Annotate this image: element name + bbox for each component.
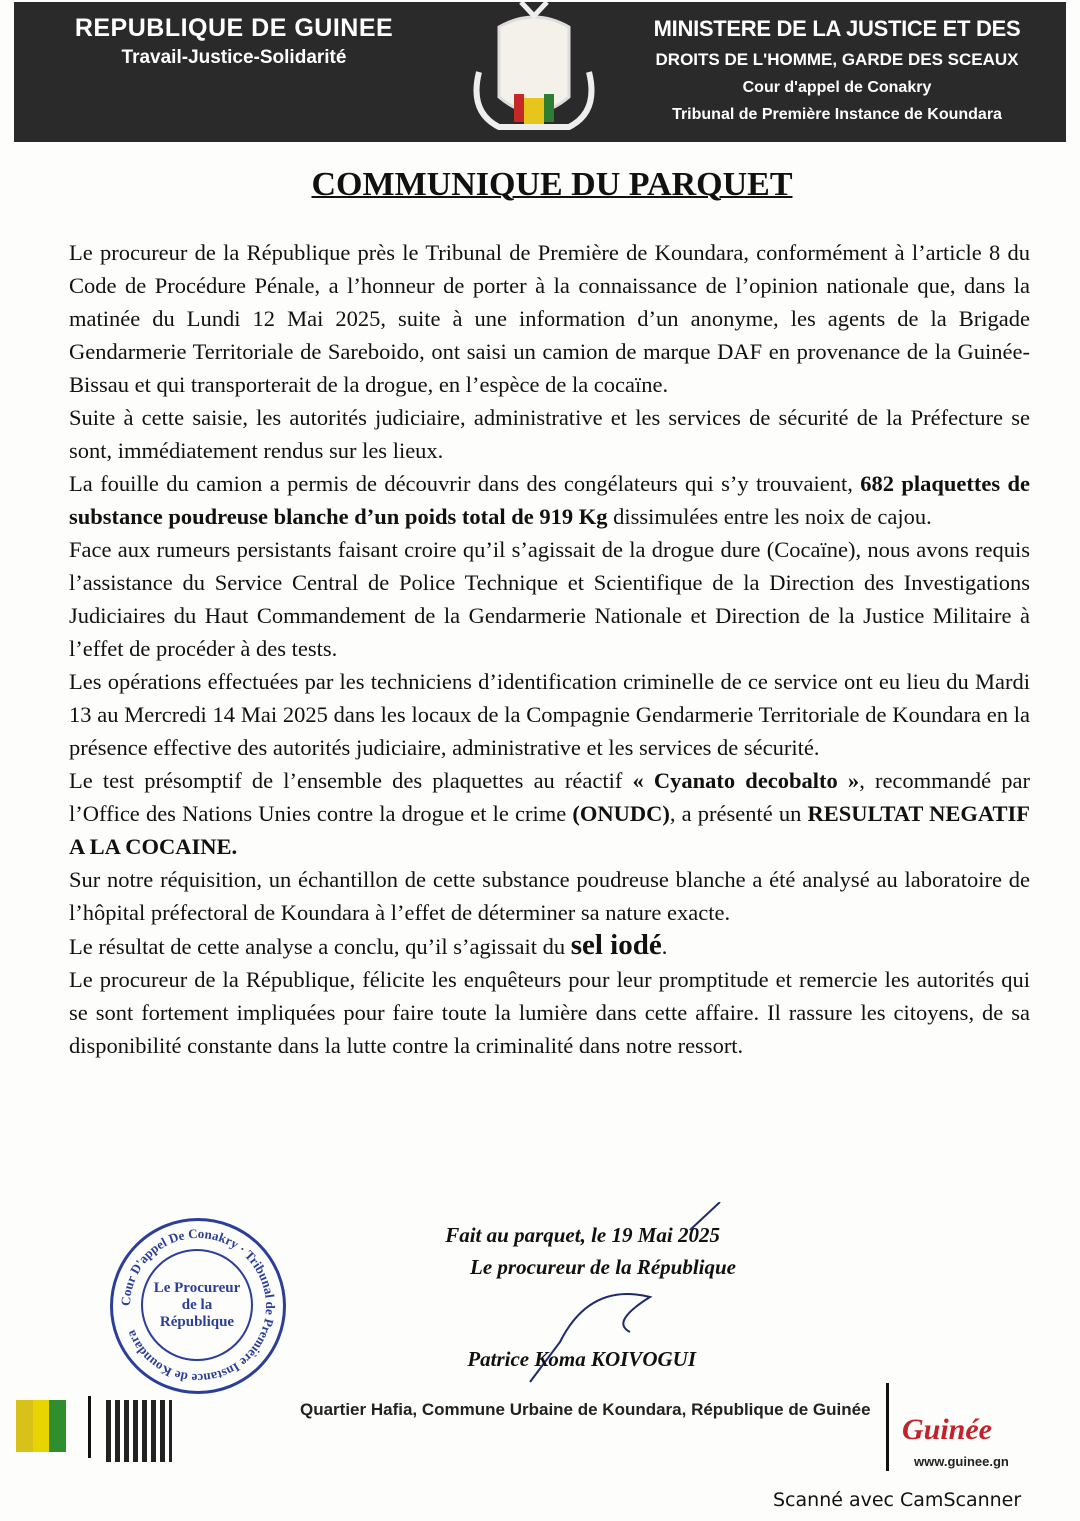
- official-stamp: [110, 1218, 286, 1394]
- text: La fouille du camion a permis de découvrir dans des congélateurs qui s’y trouvaient,: [69, 471, 861, 496]
- text: dissimulées entre les noix de cajou.: [607, 504, 932, 529]
- paragraph: [69, 467, 1030, 533]
- stamp-center: [141, 1249, 253, 1361]
- text: , recommandé par l’Office des Nations Unies contre la drogue et le crime: [69, 768, 1031, 826]
- text: , a présenté un: [669, 801, 808, 826]
- divider: [88, 1396, 91, 1458]
- guinee-logo: Guinée: [902, 1413, 992, 1446]
- footer-address: Quartier Hafia, Commune Urbaine de Koundara, République de Guinée: [300, 1400, 871, 1419]
- signature-block: [330, 1222, 750, 1387]
- paragraph: Face aux rumeurs persistants faisant croire qu’il s’agissait de la drogue dure (Cocaïne), nous avons requis l’assistance du Service Central de Police Technique et Scientifique de la Direction des Investigations Judiciaires du Haut Commandement de la Gendarmerie Nationale et Direction de la Justice Militaire à l’effet de procéder à des tests.: [69, 537, 1030, 661]
- coat-of-arms-icon: [459, 2, 609, 142]
- text: .: [661, 934, 668, 959]
- document-body: [69, 236, 1030, 1062]
- stamp-ring-text: Cour D'appel De Conakry · Tribunal de Première Instance de Koundara: [117, 1225, 279, 1387]
- ministry-name-cont: DROITS DE L'HOMME, GARDE DES SCEAUX: [655, 50, 1019, 69]
- header-right: [614, 16, 1060, 124]
- document-title: COMMUNIQUE DU PARQUET: [311, 166, 793, 203]
- paragraph: Les opérations effectuées par les techniciens d’identification criminelle de ce service ont eu lieu du Mardi 13 au Mercredi 14 Mai 2025 dans les locaux de la Compagnie Gendarmerie Territoriale de Koundara en la présence effective des autorités judiciaire, administrative et les services de sécurité.: [69, 669, 1030, 760]
- paragraph: Suite à cette saisie, les autorités judiciaire, administrative et les services de sécurité de la Préfecture se sont, immédiatement rendus sur les lieux.: [69, 405, 1030, 463]
- tribunal-name: Tribunal de Première Instance de Koundara: [672, 106, 1002, 123]
- stamp-text: Le Procureur: [153, 1279, 241, 1296]
- footer-url: www.guinee.gn: [914, 1454, 1009, 1469]
- paragraph: Le procureur de la République, félicite les enquêteurs pour leur promptitude et remercie les autorités qui se sont fortement impliquées pour faire toute la lumière dans cette affaire. Il rassure les citoyens, de sa disponibilité constante dans la lutte contre la criminalité dans notre ressort.: [69, 967, 1030, 1058]
- bold-text: (ONUDC): [572, 801, 670, 826]
- country-name: REPUBLIQUE DE GUINEE: [74, 14, 394, 42]
- bold-text: 682 plaquettes de substance poudreuse blanche d’un poids total de 919 Kg: [69, 471, 1031, 529]
- scanner-watermark: Scanné avec CamScanner: [773, 1489, 1022, 1511]
- stamp-text: de la République: [159, 1296, 235, 1330]
- text: Le résultat de cette analyse a conclu, qu’il s’agissait du: [69, 934, 571, 959]
- ministry-name: MINISTERE DE LA JUSTICE ET DES: [653, 16, 1021, 41]
- court-of-appeal: Cour d'appel de Conakry: [742, 79, 932, 96]
- divider: [886, 1383, 889, 1471]
- header-banner: [14, 2, 1066, 142]
- flag-icon: [16, 1400, 66, 1452]
- bold-text: RESULTAT NEGATIF A LA COCAINE.: [69, 801, 1030, 859]
- signatory-role: Le procureur de la République: [470, 1255, 736, 1279]
- place-date: Fait au parquet, le 19 Mai 2025: [445, 1223, 720, 1247]
- qr-code-icon: [106, 1400, 172, 1462]
- paragraph: Sur notre réquisition, un échantillon de cette substance poudreuse blanche a été analysé au laboratoire de l’hôpital préfectoral de Koundara à l’effet de déterminer sa nature exacte.: [69, 867, 1030, 925]
- bold-text: sel iodé: [570, 929, 662, 961]
- paragraph: Le procureur de la République près le Tribunal de Première de Koundara, conformément à l’article 8 du Code de Procédure Pénale, a l’honneur de porter à la connaissance de l’opinion nationale que, dans la matinée du Lundi 12 Mai 2025, suite à une information d’un anonyme, les agents de la Brigade Gendarmerie Territoriale de Sareboido, ont saisi un camion de marque DAF en provenance de la Guinée-Bissau et qui transporterait de la drogue, en l’espèce de la cocaïne.: [69, 240, 1030, 397]
- paragraph: [69, 929, 1030, 963]
- paragraph: [69, 764, 1030, 863]
- text: Le test présomptif de l’ensemble des plaquettes au réactif: [69, 768, 633, 793]
- signatory-name: Patrice Koma KOIVOGUI: [467, 1347, 696, 1371]
- header-left: [54, 14, 414, 69]
- country-motto: Travail-Justice-Solidarité: [121, 47, 347, 68]
- bold-text: « Cyanato decobalto »: [632, 768, 860, 793]
